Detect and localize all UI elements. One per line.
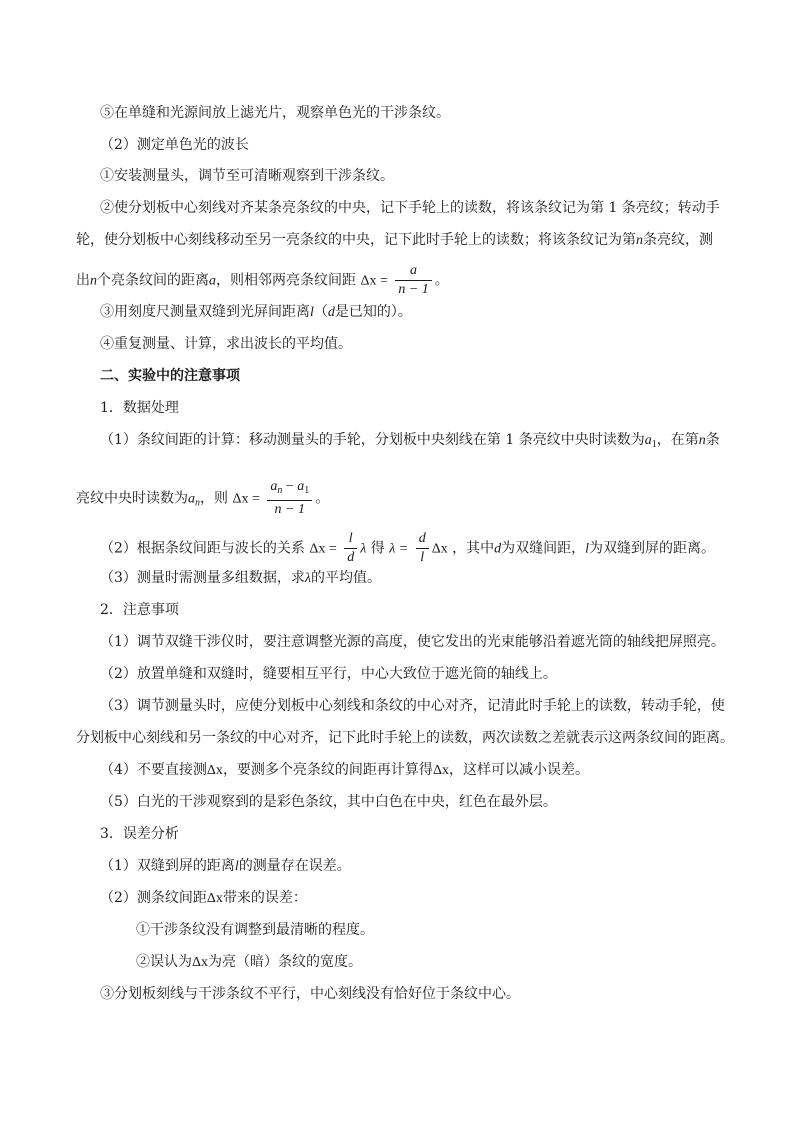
data-3-average xyxy=(100,568,381,589)
formula-lhs: λ = xyxy=(389,541,409,557)
var-delta-x: Δx xyxy=(431,541,448,557)
precaution-1 xyxy=(100,632,725,652)
text: 分划板中心刻线和另一条纹的中心对齐，记下此时手轮上的读数，两次读数之差就表示这两条纹间的距离。 xyxy=(76,730,734,746)
text: 条 xyxy=(705,432,720,448)
text: 。 xyxy=(434,272,449,289)
formula-lhs: Δx = xyxy=(360,273,388,289)
text: 是已知的）。 xyxy=(334,304,412,320)
var-a: a xyxy=(188,491,195,507)
text: 个亮条纹间的距离 xyxy=(97,272,209,289)
section-heading-notes xyxy=(100,366,240,386)
text: （2）测条纹间距 xyxy=(100,890,207,906)
text: 条亮纹，测 xyxy=(643,232,713,248)
var-l: l xyxy=(585,541,590,557)
heading-error-analysis xyxy=(100,824,179,844)
text: 为双缝到屏的距离。 xyxy=(589,540,716,557)
var-l: l xyxy=(234,859,239,874)
text: （3）测量时需测量多组数据，求 xyxy=(100,570,305,586)
subscript: n xyxy=(277,485,283,496)
var-a: a xyxy=(270,479,278,494)
var-delta-x: Δx xyxy=(432,763,449,778)
error-2 xyxy=(100,888,307,909)
text: ，其中 xyxy=(452,540,495,557)
subscript: n xyxy=(195,497,200,509)
numerator: l xyxy=(344,530,357,549)
error-3 xyxy=(100,984,520,1004)
step-5-filter xyxy=(100,103,450,123)
text: 的平均值。 xyxy=(311,570,381,586)
heading-precautions xyxy=(100,600,179,620)
formula-lambda-d-l-delta-x xyxy=(389,530,447,567)
text: （1）条纹间距的计算：移动测量头的手轮，分划板中央刻线在第 1 条亮纹中央时读数为 xyxy=(100,432,645,448)
text: ②使分划板中心刻线对齐某条亮条纹的中央，记下手轮上的读数，将该条纹记为第 1 条亮纹；转动手 xyxy=(100,200,720,216)
text: （1）调节双缝干涉仪时，要注意调整光源的高度，使它发出的光束能够沿着遮光筒的轴线把屏照亮。 xyxy=(100,634,725,650)
precaution-4 xyxy=(100,760,589,781)
error-1 xyxy=(100,856,351,877)
var-n: n xyxy=(698,433,706,448)
text: （1）双缝到屏的距离 xyxy=(100,858,235,874)
denominator: n − 1 xyxy=(398,282,429,297)
text: 2．注意事项 xyxy=(100,602,179,618)
text: ①安装测量头，调节至可清晰观察到干涉条纹。 xyxy=(100,168,394,184)
text: ，则 xyxy=(200,490,228,507)
text: ③用刻度尺测量双缝到光屏间距离 xyxy=(100,304,310,320)
precaution-2 xyxy=(100,664,557,684)
fraction xyxy=(344,530,357,567)
text: （2）放置单缝和双缝时，缝要相互平行，中心大致位于遮光筒的轴线上。 xyxy=(100,666,557,682)
denominator: n − 1 xyxy=(274,502,305,517)
text: ，则相邻两亮条纹间距 xyxy=(216,272,356,289)
text: （ xyxy=(313,304,328,320)
formula-delta-x-l-d-lambda xyxy=(309,530,366,567)
var-n: n xyxy=(90,273,97,289)
text: （3）调节测量头时，应使分划板中心刻线和条纹的中心对齐，记清此时手轮上的读数，转动手轮，使 xyxy=(100,698,725,714)
text: 。 xyxy=(315,490,330,507)
subscript: 1 xyxy=(651,439,657,450)
precaution-5 xyxy=(100,792,557,812)
precaution-3-line-1 xyxy=(100,696,725,716)
var-d: d xyxy=(494,541,502,557)
heading-data-processing xyxy=(100,398,179,418)
text: 二、实验中的注意事项 xyxy=(100,368,240,384)
var-a: a xyxy=(209,273,216,289)
text: ⑤在单缝和光源间放上滤光片，观察单色光的干涉条纹。 xyxy=(100,105,450,121)
error-2-item-2 xyxy=(136,952,362,973)
fraction xyxy=(395,262,431,299)
formula-delta-x-a xyxy=(360,262,434,299)
text: ④重复测量、计算，求出波长的平均值。 xyxy=(100,336,352,352)
text: （2）根据条纹间距与波长的关系 xyxy=(100,540,305,557)
formula-lhs: Δx = xyxy=(309,541,337,557)
fraction xyxy=(416,530,429,567)
text: （2）测定单色光的波长 xyxy=(100,137,249,153)
var-lambda: λ xyxy=(304,571,311,586)
text: 轮，使分划板中心刻线移动至另一亮条纹的中央，记下此时手轮上的读数；将该条纹记为第 xyxy=(76,232,636,248)
var-delta-x: Δx xyxy=(206,891,223,906)
text: ，这样可以减小误差。 xyxy=(448,762,589,778)
text: ②误认为 xyxy=(136,954,192,970)
var-delta-x: Δx xyxy=(192,955,209,970)
denominator: d xyxy=(347,550,355,565)
var-n: n xyxy=(636,233,643,248)
numerator xyxy=(267,478,312,501)
text: 的测量存在误差。 xyxy=(238,858,351,874)
text: （4）不要直接测 xyxy=(100,762,207,778)
var-d: d xyxy=(327,305,335,320)
step-4-repeat xyxy=(100,334,352,354)
step-1-install xyxy=(100,166,394,186)
text: 为亮（暗）条纹的宽度。 xyxy=(208,954,363,970)
text: 出 xyxy=(76,272,90,289)
text: ①干涉条纹没有调整到最清晰的程度。 xyxy=(136,922,374,938)
text: 带来的误差： xyxy=(222,890,307,906)
denominator: l xyxy=(420,550,425,565)
precaution-3-line-2 xyxy=(76,728,734,748)
step-3-ruler xyxy=(100,302,412,323)
text: 为双缝间距， xyxy=(501,540,586,557)
var-l: l xyxy=(310,305,314,320)
data-2-relation xyxy=(100,530,715,567)
text: 得 xyxy=(370,540,385,557)
data-1-line-1 xyxy=(100,430,720,455)
var-a: a xyxy=(644,433,652,448)
var-delta-x: Δx xyxy=(206,763,223,778)
error-2-item-1 xyxy=(136,920,374,940)
formula-delta-x-an-a1 xyxy=(232,478,315,519)
var-lambda: λ xyxy=(360,541,367,557)
step-2-line-1 xyxy=(100,198,720,218)
numerator: a xyxy=(395,262,431,281)
formula-lhs: Δx = xyxy=(232,491,260,507)
text: ，在第 xyxy=(656,432,699,448)
fraction xyxy=(267,478,312,519)
operator: − xyxy=(282,479,298,494)
text: 3．误差分析 xyxy=(100,826,179,842)
data-1-line-2 xyxy=(76,478,329,519)
text: ，要测多个亮条纹的间距再计算得 xyxy=(222,762,433,778)
text: （5）白光的干涉观察到的是彩色条纹，其中白色在中央，红色在最外层。 xyxy=(100,794,557,810)
step-2-line-2 xyxy=(76,230,713,251)
text: 亮纹中央时读数为 xyxy=(76,490,188,507)
subscript: 1 xyxy=(304,485,310,496)
numerator: d xyxy=(416,530,429,549)
text: 1．数据处理 xyxy=(100,400,179,416)
text: ③分划板刻线与干涉条纹不平行，中心刻线没有恰好位于条纹中心。 xyxy=(100,986,520,1002)
var-a: a xyxy=(297,479,305,494)
step-2-line-3 xyxy=(76,262,449,299)
subheading-measure-wavelength xyxy=(100,135,249,155)
